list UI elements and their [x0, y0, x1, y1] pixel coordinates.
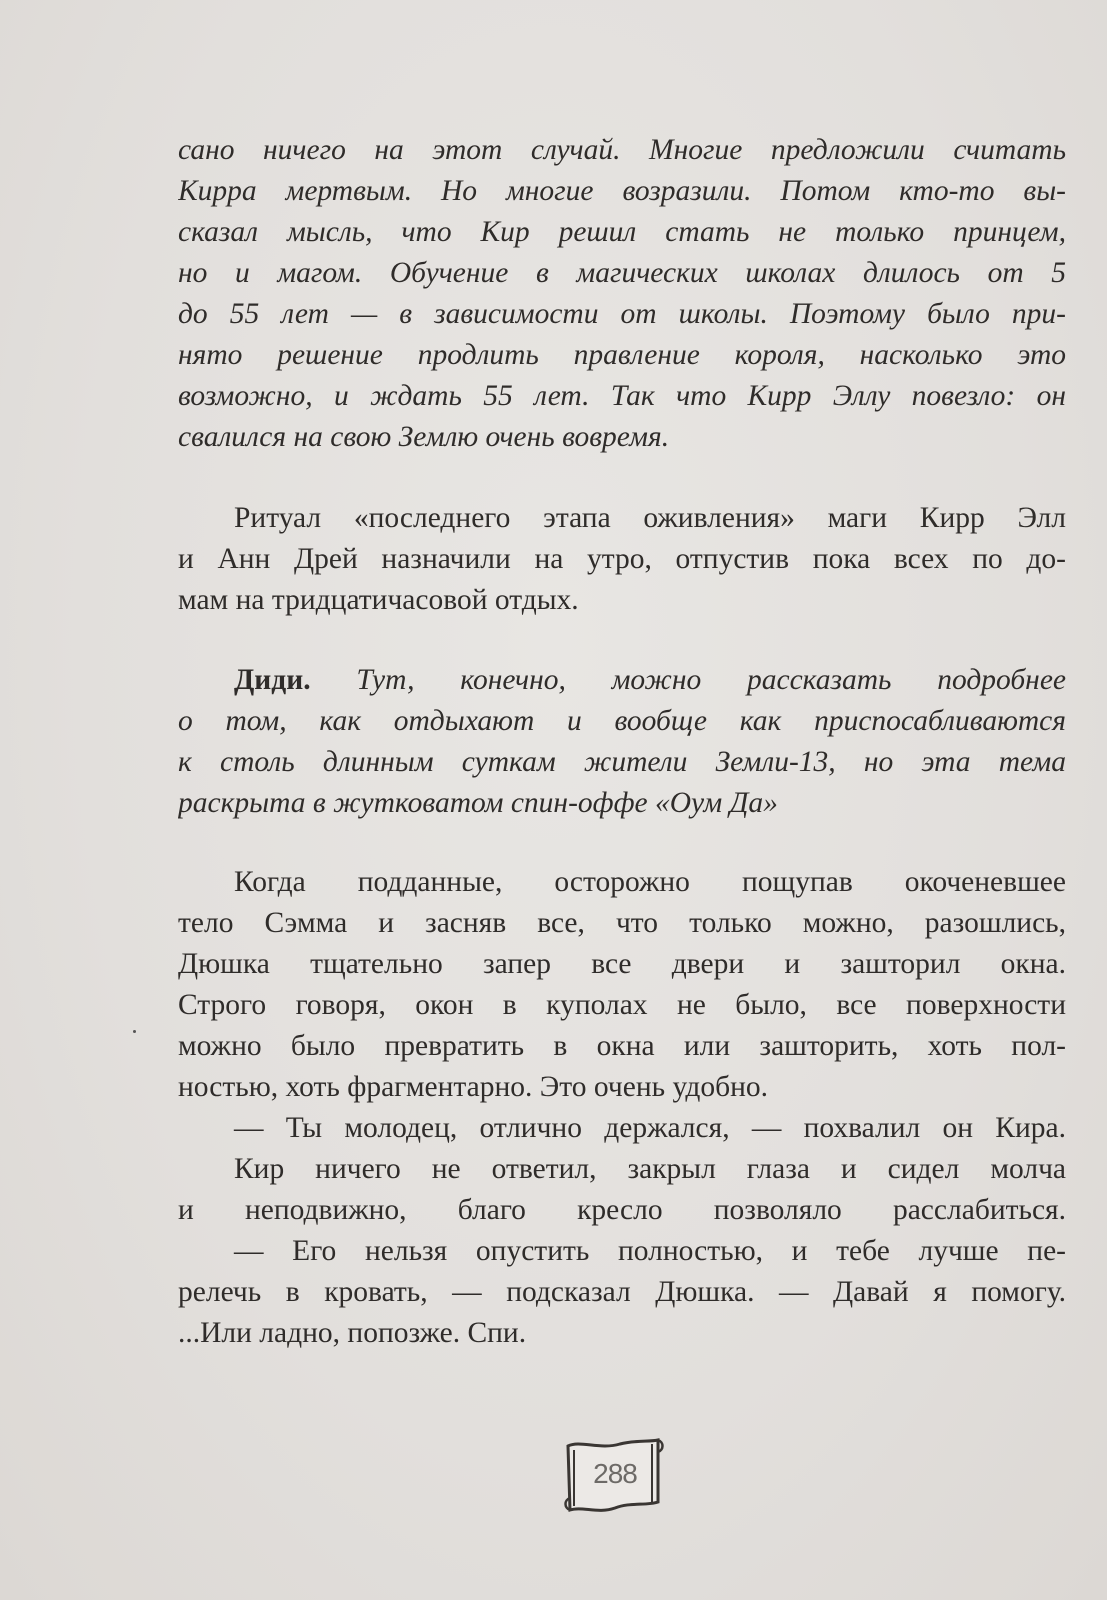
- note-speaker: Диди.: [234, 664, 311, 696]
- text-line: мам на тридцатичасовой отдых.: [178, 584, 579, 616]
- text-line: свалился на свою Землю очень вовремя.: [178, 421, 670, 453]
- text-line: Дюшка тщательно запер все двери и зашторил окна.: [178, 948, 1066, 980]
- text-line: возможно, и ждать 55 лет. Так что Кирр Эллу повезло: он: [178, 380, 1066, 412]
- dialogue-line: — Ты молодец, отлично держался, — похвалил он Кира.: [234, 1112, 1066, 1144]
- text-line: Ритуал «последнего этапа оживления» маги Кирр Элл: [234, 502, 1066, 534]
- text-line: сано ничего на этот случай. Многие предложили считать: [178, 134, 1066, 166]
- text-line: нято решение продлить правление короля, насколько это: [178, 339, 1066, 371]
- page-number-banner: [560, 1432, 670, 1520]
- text-line: до 55 лет — в зависимости от школы. Поэтому было при-: [178, 298, 1066, 330]
- author-note: [178, 660, 1066, 824]
- note-text: Тут, конечно, можно рассказать подробнее: [356, 664, 1066, 696]
- dialogue-line: — Его нельзя опустить полностью, и тебе лучше пе-: [234, 1235, 1066, 1267]
- text-line: Строго говоря, окон в куполах не было, все поверхности: [178, 989, 1066, 1021]
- text-line: ностью, хоть фрагментарно. Это очень удобно.: [178, 1071, 769, 1103]
- text-line: но и магом. Обучение в магических школах длилось от 5: [178, 257, 1066, 289]
- text-line: и Анн Дрей назначили на утро, отпустив пока всех по до-: [178, 543, 1066, 575]
- page-number: 288: [593, 1458, 637, 1489]
- text-line: релечь в кровать, — подсказал Дюшка. — Давай я помогу.: [178, 1276, 1066, 1308]
- text-line: Кир ничего не ответил, закрыл глаза и сидел молча: [234, 1153, 1066, 1185]
- text-line: Когда подданные, осторожно пощупав окоченевшее: [234, 866, 1066, 898]
- paragraph-2: [178, 498, 1066, 621]
- paragraph-3: [178, 862, 1066, 1354]
- text-line: можно было превратить в окна или зашторить, хоть пол-: [178, 1030, 1066, 1062]
- text-line: к столь длинным суткам жители Земли-13, но эта тема: [178, 746, 1066, 778]
- text-line: о том, как отдыхают и вообще как приспосабливаются: [178, 705, 1066, 737]
- paragraph-1: [178, 130, 1066, 458]
- text-line: Кирра мертвым. Но многие возразили. Потом кто-то вы-: [178, 175, 1066, 207]
- note-first-line: [178, 660, 1066, 701]
- text-line: тело Сэмма и засняв все, что только можно, разошлись,: [178, 907, 1066, 939]
- text-line: раскрыта в жутковатом спин-оффе «Оум Да»: [178, 787, 778, 819]
- text-line: и неподвижно, благо кресло позволяло расслабиться.: [178, 1194, 1066, 1226]
- speck: [133, 1030, 136, 1033]
- text-line: сказал мысль, что Кир решил стать не только принцем,: [178, 216, 1066, 248]
- text-line: ...Или ладно, попозже. Спи.: [178, 1317, 527, 1349]
